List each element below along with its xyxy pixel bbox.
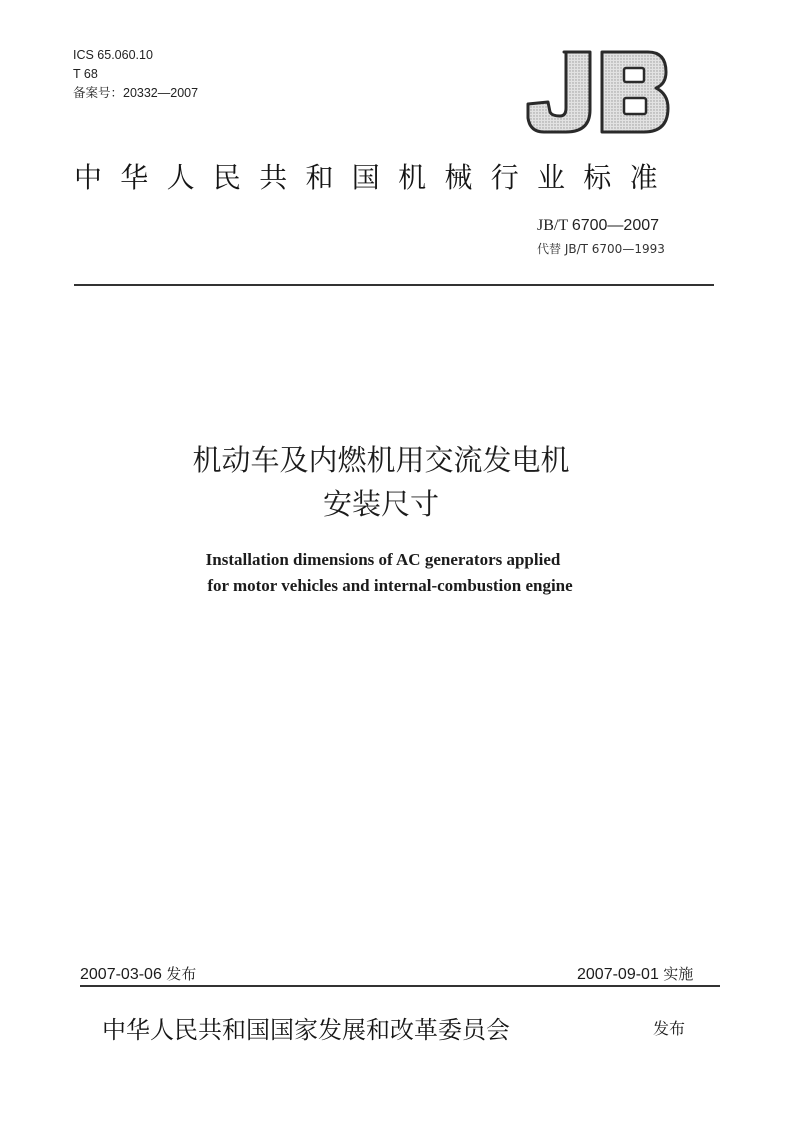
document-title-cn-line1: 机动车及内燃机用交流发电机 xyxy=(192,443,570,477)
document-title-cn-line2: 安装尺寸 xyxy=(322,487,439,521)
implement-date xyxy=(577,963,693,984)
standard-number-suffix: 6700—2007 xyxy=(571,217,660,234)
standard-number xyxy=(537,217,659,235)
filing-number: 备案号：20332—2007 xyxy=(73,86,199,100)
implement-date-value: 2007-09-01 xyxy=(577,966,659,983)
standard-number-prefix: JB/T xyxy=(537,217,568,234)
issue-date xyxy=(80,963,196,984)
document-title-en-line2: for motor vehicles and internal-combustion engine xyxy=(207,576,573,595)
issue-date-label: 发布 xyxy=(166,965,197,983)
ics-code: ICS 65.060.10 xyxy=(73,48,153,62)
header-divider xyxy=(74,284,714,286)
footer-divider xyxy=(80,985,720,987)
jb-logo-graphic xyxy=(524,40,672,140)
industry-standard-title: 中华人民共和国机械行业标准 xyxy=(74,161,676,194)
publisher-name: 中华人民共和国国家发展和改革委员会 xyxy=(102,1016,510,1044)
publisher-action: 发布 xyxy=(653,1019,686,1038)
replaces-standard: 代替 JB/T 6700—1993 xyxy=(537,242,665,256)
issue-date-value: 2007-03-06 xyxy=(80,966,162,983)
classification-code: T 68 xyxy=(73,67,98,81)
document-title-en-line1: Installation dimensions of AC generators applied xyxy=(205,550,561,569)
implement-date-label: 实施 xyxy=(663,965,694,983)
jb-logo xyxy=(524,40,672,140)
